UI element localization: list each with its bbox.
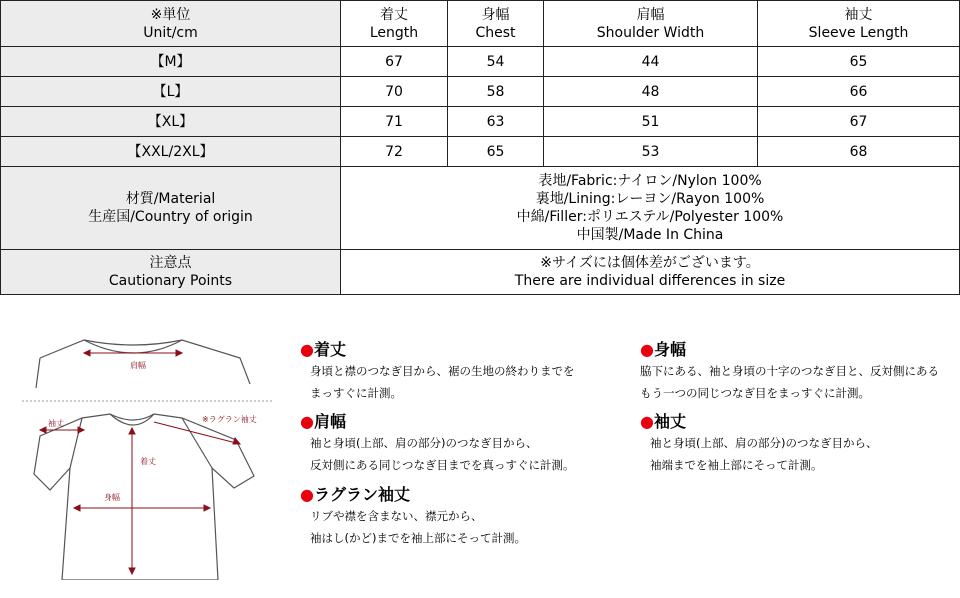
guide-chest bbox=[640, 340, 939, 404]
guide-shoulder-title: ●肩幅 bbox=[300, 412, 346, 431]
guide-length-title: ●着丈 bbox=[300, 340, 346, 359]
fabric-line: 表地/Fabric:ナイロン/Nylon 100% bbox=[538, 173, 762, 189]
guide-raglan-line-2: 袖はし(かど)までを袖上部にそって計測。 bbox=[310, 531, 526, 545]
size-cell: 【XXL/2XL】 bbox=[1, 137, 341, 167]
size-table bbox=[0, 0, 960, 295]
guide-length bbox=[300, 340, 575, 404]
table-row bbox=[1, 47, 960, 77]
chest-cell: 63 bbox=[448, 107, 544, 137]
header-sleeve: 袖丈 Sleeve Length bbox=[758, 1, 960, 47]
origin-line: 中国製/Made In China bbox=[576, 227, 724, 243]
guide-chest-title: ●身幅 bbox=[640, 340, 686, 359]
measurement-guide bbox=[0, 300, 960, 598]
table-row bbox=[1, 137, 960, 167]
caution-row bbox=[1, 250, 960, 295]
table-row bbox=[1, 77, 960, 107]
caution-label: 注意点 Cautionary Points bbox=[1, 250, 341, 295]
guide-raglan bbox=[300, 485, 526, 549]
diagram-raglan-label: ※ラグラン袖丈 bbox=[202, 415, 257, 424]
chest-arrow bbox=[74, 505, 210, 511]
length-cell: 72 bbox=[341, 137, 448, 167]
raglan-arrow bbox=[154, 422, 240, 444]
length-cell: 70 bbox=[341, 77, 448, 107]
guide-shoulder-line-2: 反対側にある同じつなぎ目までを真っすぐに計測。 bbox=[310, 458, 575, 472]
chest-cell: 54 bbox=[448, 47, 544, 77]
diagram-sleeve-label: 袖丈 bbox=[48, 419, 64, 428]
filler-line: 中綿/Filler:ポリエステル/Polyester 100% bbox=[516, 209, 784, 225]
shoulder-cell: 48 bbox=[544, 77, 758, 107]
guide-chest-line-1: 脇下にある、袖と身頃の十字のつなぎ目と、反対側にある bbox=[640, 364, 939, 378]
jacket-diagram bbox=[22, 318, 272, 580]
guide-sleeve-line-2: 袖端までを袖上部にそって計測。 bbox=[650, 458, 823, 472]
table-row bbox=[1, 107, 960, 137]
guide-shoulder bbox=[300, 412, 575, 476]
length-cell: 67 bbox=[341, 47, 448, 77]
chest-cell: 58 bbox=[448, 77, 544, 107]
material-values bbox=[341, 167, 960, 250]
sleeve-cell: 68 bbox=[758, 137, 960, 167]
diagram-shoulder-label: 肩幅 bbox=[130, 361, 146, 370]
guide-shoulder-line-1: 袖と身頃(上部、肩の部分)のつなぎ目から、 bbox=[310, 436, 538, 450]
shoulder-cell: 44 bbox=[544, 47, 758, 77]
guide-raglan-title: ●ラグラン袖丈 bbox=[300, 485, 410, 504]
guide-sleeve-line-1: 袖と身頃(上部、肩の部分)のつなぎ目から、 bbox=[650, 436, 878, 450]
header-length: 着丈 Length bbox=[341, 1, 448, 47]
material-label: 材質/Material 生産国/Country of origin bbox=[1, 167, 341, 250]
shoulder-cell: 51 bbox=[544, 107, 758, 137]
size-cell: 【M】 bbox=[1, 47, 341, 77]
chest-cell: 65 bbox=[448, 137, 544, 167]
material-row bbox=[1, 167, 960, 250]
shoulder-arrow bbox=[84, 350, 182, 356]
guide-chest-line-2: もう一つの同じつなぎ目をまっすぐに計測。 bbox=[640, 386, 870, 400]
sleeve-cell: 65 bbox=[758, 47, 960, 77]
header-unit: ※単位 Unit/cm bbox=[1, 1, 341, 47]
sleeve-cell: 67 bbox=[758, 107, 960, 137]
guide-sleeve bbox=[640, 412, 877, 476]
header-chest: 身幅 Chest bbox=[448, 1, 544, 47]
size-cell: 【L】 bbox=[1, 77, 341, 107]
diagram-chest-label: 身幅 bbox=[104, 493, 120, 502]
sleeve-cell: 66 bbox=[758, 77, 960, 107]
guide-length-line-2: まっすぐに計測。 bbox=[310, 386, 402, 400]
guide-raglan-line-1: リブや襟を含まない、襟元から、 bbox=[310, 509, 483, 523]
size-cell: 【XL】 bbox=[1, 107, 341, 137]
caution-values: ※サイズには個体差がございます。 There are individual differences in size bbox=[341, 250, 960, 295]
header-shoulder: 肩幅 Shoulder Width bbox=[544, 1, 758, 47]
lining-line: 裏地/Lining:レーヨン/Rayon 100% bbox=[535, 191, 765, 207]
length-arrow bbox=[129, 428, 135, 574]
diagram-length-label: 着丈 bbox=[140, 457, 156, 466]
length-cell: 71 bbox=[341, 107, 448, 137]
guide-length-line-1: 身頃と襟のつなぎ目から、裾の生地の終わりまでを bbox=[310, 364, 575, 378]
guide-sleeve-title: ●袖丈 bbox=[640, 412, 686, 431]
shoulder-cell: 53 bbox=[544, 137, 758, 167]
table-header-row bbox=[1, 1, 960, 47]
